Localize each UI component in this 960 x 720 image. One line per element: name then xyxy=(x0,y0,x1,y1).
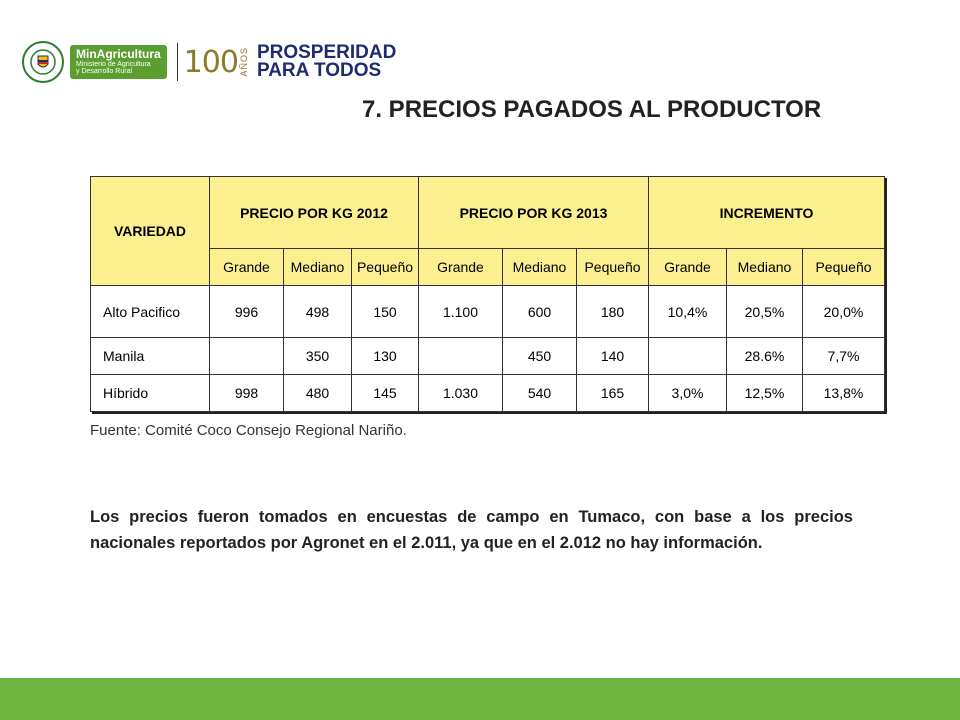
header-price-2013: PRECIO POR KG 2013 xyxy=(419,177,649,249)
ministry-logo xyxy=(70,45,167,78)
header-price-2012: PRECIO POR KG 2012 xyxy=(210,177,419,249)
slogan-line1: PROSPERIDAD xyxy=(256,41,397,63)
table-cell: 350 xyxy=(284,338,352,375)
subheader-cell: Pequeño xyxy=(803,249,885,286)
table-cell xyxy=(210,338,284,375)
table-cell: 480 xyxy=(284,375,352,412)
table-cell: 165 xyxy=(577,375,649,412)
variety-cell: Manila xyxy=(91,338,210,375)
subheader-cell: Mediano xyxy=(727,249,803,286)
slogan-logo xyxy=(256,41,397,81)
table-row xyxy=(91,286,885,338)
logo-divider xyxy=(177,43,178,81)
header-increment: INCREMENTO xyxy=(649,177,885,249)
table-cell: 12,5% xyxy=(727,375,803,412)
table-cell: 130 xyxy=(352,338,419,375)
description-paragraph: Los precios fueron tomados en encuestas de campo en Tumaco, con base a los precios nacionales reportados por Agronet en el 2.011, ya que en el 2.012 no hay información. xyxy=(90,508,853,552)
table-cell: 150 xyxy=(352,286,419,338)
table-cell: 20,5% xyxy=(727,286,803,338)
variety-cell: Híbrido xyxy=(91,375,210,412)
table-cell: 3,0% xyxy=(649,375,727,412)
table-cell: 140 xyxy=(577,338,649,375)
subheader-cell: Pequeño xyxy=(577,249,649,286)
anniversary-logo xyxy=(184,45,249,80)
table-cell: 498 xyxy=(284,286,352,338)
page-title: 7. PRECIOS PAGADOS AL PRODUCTOR xyxy=(362,96,822,123)
table-cell: 996 xyxy=(210,286,284,338)
table-row xyxy=(91,375,885,412)
table-cell: 450 xyxy=(503,338,577,375)
subheader-cell: Grande xyxy=(210,249,284,286)
table-cell: 145 xyxy=(352,375,419,412)
table-cell: 1.100 xyxy=(419,286,503,338)
table-cell: 10,4% xyxy=(649,286,727,338)
subheader-cell: Mediano xyxy=(284,249,352,286)
prices-table xyxy=(90,176,885,412)
header-logos xyxy=(22,40,396,84)
anniversary-number: 100 xyxy=(183,44,238,80)
table-cell xyxy=(419,338,503,375)
ministry-name: MinAgricultura xyxy=(76,47,161,62)
subheader-cell: Pequeño xyxy=(352,249,419,286)
table-row xyxy=(91,338,885,375)
subheader-cell: Grande xyxy=(419,249,503,286)
ministry-sub1: Ministerio de Agricultura xyxy=(76,60,151,68)
table-cell: 600 xyxy=(503,286,577,338)
subheader-cell: Grande xyxy=(649,249,727,286)
subheader-cell: Mediano xyxy=(503,249,577,286)
ministry-sub2: y Desarrollo Rural xyxy=(76,68,133,76)
table-cell: 1.030 xyxy=(419,375,503,412)
slogan-line2: PARA TODOS xyxy=(256,60,382,81)
table-cell: 13,8% xyxy=(803,375,885,412)
header-variety: VARIEDAD xyxy=(91,177,210,286)
footer-bar xyxy=(0,678,960,720)
table-cell: 540 xyxy=(503,375,577,412)
table-cell: 180 xyxy=(577,286,649,338)
table-cell xyxy=(649,338,727,375)
coat-of-arms-icon xyxy=(22,41,64,83)
source-note: Fuente: Comité Coco Consejo Regional Nariño. xyxy=(90,422,407,439)
variety-cell: Alto Pacifico xyxy=(91,286,210,338)
table-cell: 998 xyxy=(210,375,284,412)
table-cell: 28.6% xyxy=(727,338,803,375)
table-cell: 7,7% xyxy=(803,338,885,375)
table-cell: 20,0% xyxy=(803,286,885,338)
anniversary-label: AÑOS xyxy=(238,47,249,77)
